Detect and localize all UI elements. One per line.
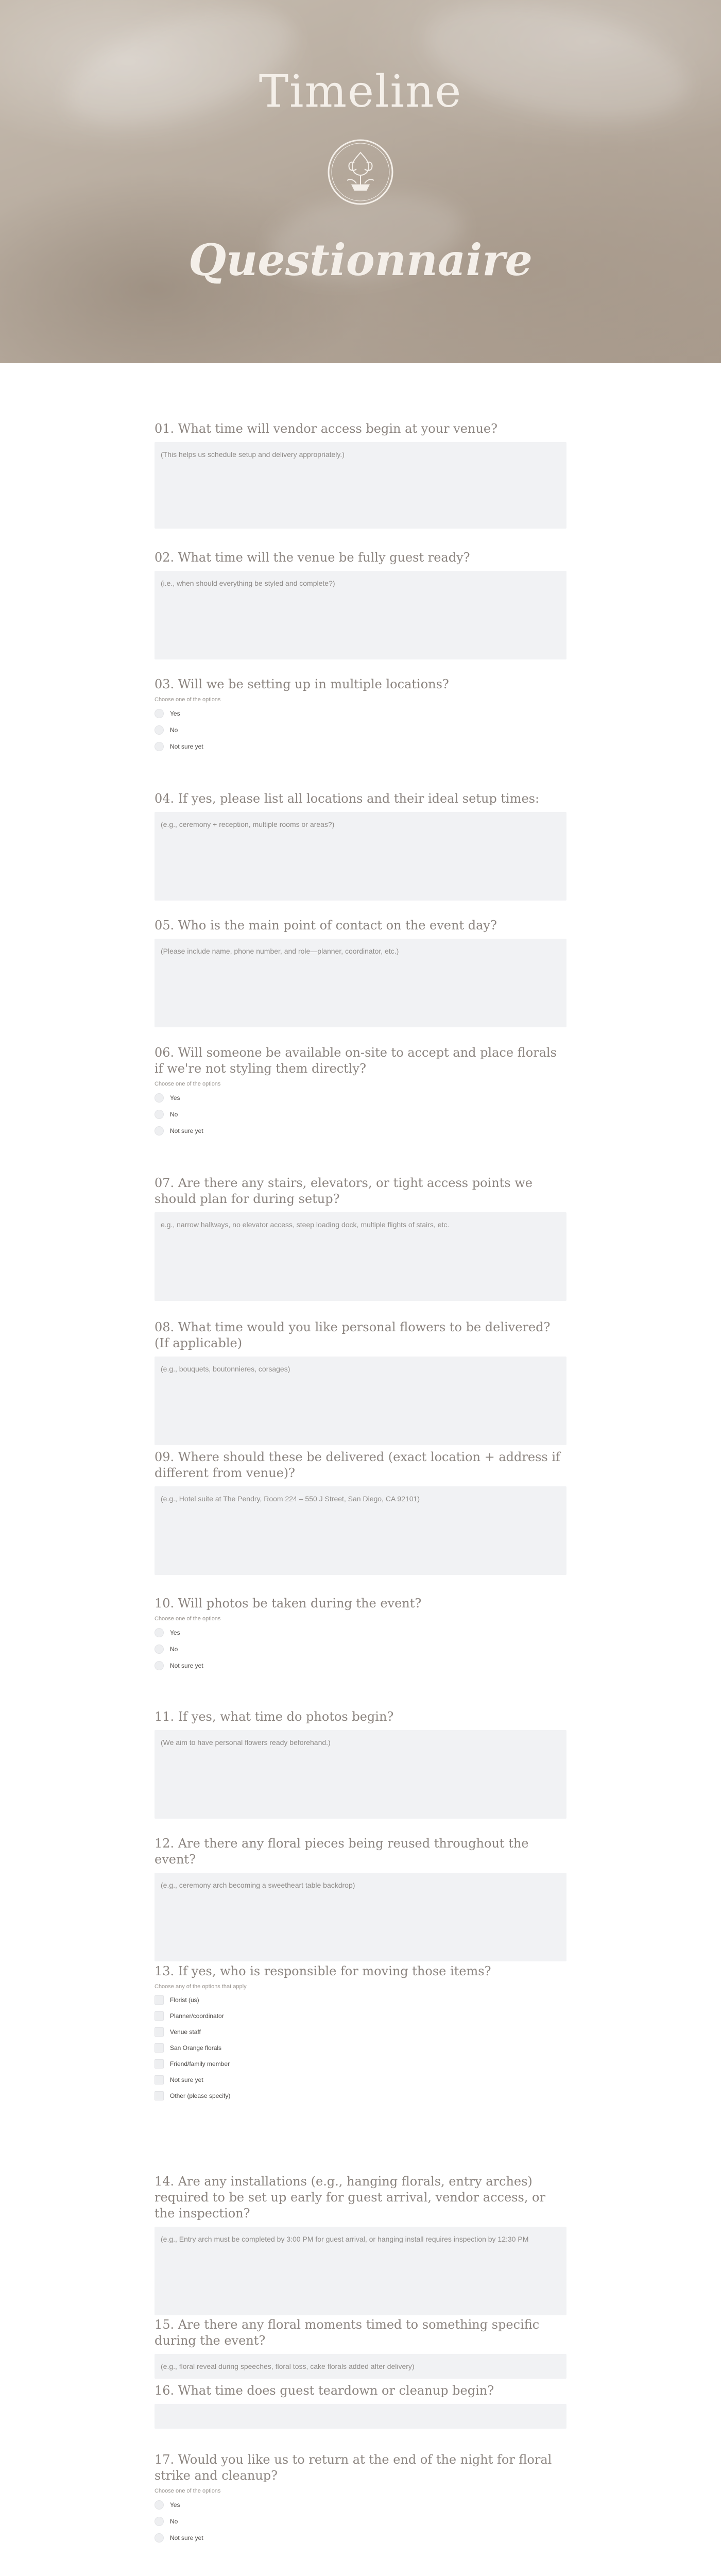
question-title: 08. What time would you like personal flowers to be delivered? (If applicable) (154, 1320, 551, 1350)
option-label: Yes (170, 2501, 180, 2509)
radio-button[interactable] (154, 2500, 164, 2510)
hero-banner (0, 0, 721, 363)
option-label: Not sure yet (170, 1662, 203, 1669)
checkbox-option[interactable] (154, 2026, 566, 2038)
question-01 (154, 421, 566, 529)
question-title: 09. Where should these be delivered (exact location + address if different from venue)? (154, 1450, 560, 1480)
radio-option[interactable] (154, 2532, 566, 2544)
question-title: 11. If yes, what time do photos begin? (154, 1709, 394, 1724)
radio-option[interactable] (154, 1109, 566, 1120)
checkbox[interactable] (154, 1995, 164, 2005)
answer-textarea[interactable]: (e.g., ceremony + reception, multiple rooms or areas?) (154, 812, 566, 901)
question-11 (154, 1709, 566, 1819)
answer-textarea[interactable]: (e.g., bouquets, boutonnieres, corsages) (154, 1357, 566, 1445)
hero-title: Timeline (259, 66, 462, 117)
question-title: 15. Are there any floral moments timed to something specific during the event? (154, 2317, 540, 2348)
checkbox-option[interactable] (154, 2090, 566, 2102)
answer-textarea[interactable]: (This helps us schedule setup and delivery appropriately.) (154, 442, 566, 529)
question-hint: Choose one of the options (154, 1081, 221, 1087)
question-13 (154, 1963, 566, 2102)
question-title: 10. Will photos be taken during the event? (154, 1596, 422, 1611)
radio-option[interactable] (154, 1092, 566, 1104)
option-label: Yes (170, 1629, 180, 1636)
radio-button[interactable] (154, 1645, 164, 1654)
radio-button[interactable] (154, 1126, 164, 1136)
question-02 (154, 550, 566, 659)
question-title: 04. If yes, please list all locations and their ideal setup times: (154, 791, 540, 806)
radio-button[interactable] (154, 2517, 164, 2526)
radio-option[interactable] (154, 2516, 566, 2527)
question-10 (154, 1596, 566, 1671)
answer-textarea[interactable]: e.g., narrow hallways, no elevator access, steep loading dock, multiple flights of stairs, etc. (154, 1212, 566, 1301)
answer-textarea[interactable]: (e.g., Entry arch must be completed by 3:00 PM for guest arrival, or hanging install requires inspection by 12:30 PM (154, 2227, 566, 2315)
question-hint: Choose one of the options (154, 2488, 221, 2494)
answer-textarea[interactable]: (We aim to have personal flowers ready beforehand.) (154, 1730, 566, 1819)
hero-subtitle: Questionnaire (188, 234, 533, 285)
question-08 (154, 1319, 566, 1445)
question-12 (154, 1836, 566, 1961)
checkbox-option[interactable] (154, 2074, 566, 2086)
radio-button[interactable] (154, 2533, 164, 2543)
checkbox[interactable] (154, 2027, 164, 2037)
question-title: 03. Will we be setting up in multiple locations? (154, 677, 449, 691)
question-15 (154, 2317, 566, 2379)
question-title: 12. Are there any floral pieces being reused throughout the event? (154, 1836, 529, 1867)
question-16 (154, 2383, 566, 2429)
option-label: Not sure yet (170, 743, 203, 750)
checkbox-option[interactable] (154, 2042, 566, 2054)
checkbox[interactable] (154, 2075, 164, 2084)
question-title: 07. Are there any stairs, elevators, or tight access points we should plan for during setup? (154, 1176, 533, 1206)
option-label: San Orange florals (170, 2044, 222, 2052)
question-17 (154, 2452, 566, 2544)
option-label: Yes (170, 1094, 180, 1101)
questionnaire-form (0, 363, 721, 2576)
question-05 (154, 918, 566, 1027)
question-hint: Choose one of the options (154, 697, 221, 703)
checkbox[interactable] (154, 2011, 164, 2021)
option-label: Planner/coordinator (170, 2012, 224, 2020)
radio-option[interactable] (154, 1627, 566, 1638)
radio-option[interactable] (154, 2499, 566, 2511)
option-label: Other (please specify) (170, 2092, 231, 2099)
option-label: Yes (170, 710, 180, 717)
radio-button[interactable] (154, 709, 164, 718)
question-title: 01. What time will vendor access begin at your venue? (154, 421, 497, 436)
answer-textarea[interactable]: (e.g., Hotel suite at The Pendry, Room 224 – 550 J Street, San Diego, CA 92101) (154, 1486, 566, 1575)
option-label: Not sure yet (170, 2534, 203, 2541)
radio-option[interactable] (154, 1660, 566, 1671)
question-04 (154, 791, 566, 901)
option-label: Friend/family member (170, 2060, 230, 2067)
question-09 (154, 1449, 566, 1575)
radio-option[interactable] (154, 724, 566, 736)
option-label: Not sure yet (170, 2076, 203, 2083)
radio-button[interactable] (154, 1628, 164, 1637)
answer-textarea[interactable]: (e.g., ceremony arch becoming a sweetheart table backdrop) (154, 1873, 566, 1961)
radio-button[interactable] (154, 1110, 164, 1119)
checkbox-option[interactable] (154, 2058, 566, 2070)
question-06 (154, 1045, 566, 1137)
radio-option[interactable] (154, 708, 566, 719)
question-title: 14. Are any installations (e.g., hanging florals, entry arches) required to be set up early for guest arrival, vendor access, or the inspection? (154, 2174, 545, 2221)
radio-button[interactable] (154, 725, 164, 735)
answer-input[interactable] (154, 2404, 566, 2429)
checkbox[interactable] (154, 2043, 164, 2053)
question-hint: Choose any of the options that apply (154, 1984, 247, 1990)
option-label: Florist (us) (170, 1996, 199, 2004)
radio-option[interactable] (154, 1125, 566, 1137)
checkbox-option[interactable] (154, 1994, 566, 2006)
question-title: 13. If yes, who is responsible for moving those items? (154, 1964, 491, 1978)
question-title: 16. What time does guest teardown or cleanup begin? (154, 2383, 494, 2398)
question-title: 06. Will someone be available on-site to accept and place florals if we're not styling them directly? (154, 1045, 557, 1076)
question-07 (154, 1175, 566, 1301)
question-title: 05. Who is the main point of contact on the event day? (154, 918, 497, 933)
question-hint: Choose one of the options (154, 1616, 221, 1622)
radio-button[interactable] (154, 742, 164, 751)
radio-button[interactable] (154, 1093, 164, 1103)
checkbox[interactable] (154, 2059, 164, 2069)
question-14 (154, 2174, 566, 2315)
question-03 (154, 676, 566, 752)
option-label: No (170, 1646, 178, 1653)
question-title: 17. Would you like us to return at the end of the night for floral strike and cleanup? (154, 2452, 552, 2483)
checkbox-option[interactable] (154, 2010, 566, 2022)
option-label: No (170, 726, 178, 734)
option-label: Venue staff (170, 2028, 201, 2036)
checkbox[interactable] (154, 2091, 164, 2100)
radio-option[interactable] (154, 1643, 566, 1655)
radio-option[interactable] (154, 741, 566, 752)
answer-textarea[interactable]: (i.e., when should everything be styled and complete?) (154, 571, 566, 659)
option-label: Not sure yet (170, 1127, 203, 1134)
option-label: No (170, 2518, 178, 2525)
brand-logo-icon (325, 137, 396, 207)
question-title: 02. What time will the venue be fully guest ready? (154, 550, 470, 565)
answer-input[interactable]: (e.g., floral reveal during speeches, floral toss, cake florals added after delivery) (154, 2354, 566, 2379)
option-label: No (170, 1111, 178, 1118)
radio-button[interactable] (154, 1661, 164, 1670)
answer-textarea[interactable]: (Please include name, phone number, and role—planner, coordinator, etc.) (154, 939, 566, 1027)
